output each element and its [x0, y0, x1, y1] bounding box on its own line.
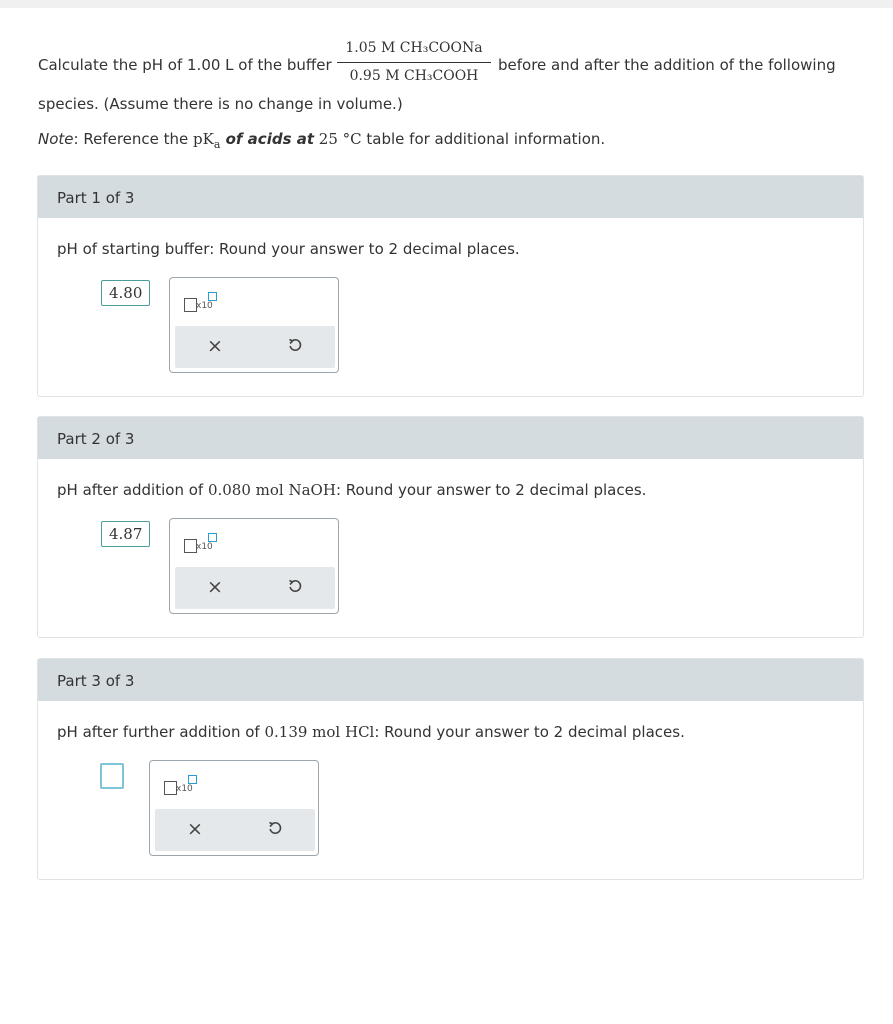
- pka-symbol: [193, 130, 221, 151]
- intro-trail: before and after the addition of the following: [498, 56, 836, 74]
- fraction-numerator: 1.05 M CH₃COONa: [345, 40, 483, 56]
- scientific-notation-button[interactable]: [184, 292, 224, 314]
- x10-label: x10: [196, 301, 213, 311]
- top-bar: [0, 0, 893, 8]
- pka-subscript: a: [213, 138, 221, 151]
- part-3-question-chem: 0.139 mol HCl: [264, 723, 375, 741]
- note-text-2: table for additional information.: [361, 130, 606, 148]
- note-link-text[interactable]: of acids at: [220, 130, 315, 148]
- part-2-question-post: : Round your answer to 2 decimal places.: [335, 481, 647, 499]
- part-2-header: Part 2 of 3: [38, 417, 863, 459]
- part-2-question-pre: pH after addition of: [57, 481, 208, 499]
- part-3-question: [57, 723, 685, 741]
- note-temp: 25 °C: [314, 130, 362, 148]
- part-3-question-pre: pH after further addition of: [57, 723, 265, 741]
- part-1-question-text: pH of starting buffer: Round your answer to 2 decimal places.: [57, 240, 520, 258]
- toolbox-action-row: [175, 567, 335, 609]
- clear-button[interactable]: ×: [207, 335, 223, 357]
- part-1-question: [57, 240, 520, 258]
- pka-text: pK: [193, 130, 214, 148]
- part-2-question: [57, 481, 646, 499]
- fraction-denominator: 0.95 M CH₃COOH: [349, 68, 479, 84]
- note-label: Note: [38, 130, 74, 148]
- part-3-math-toolbox: [149, 760, 319, 856]
- x10-label: x10: [196, 542, 213, 552]
- note-line: [38, 130, 605, 151]
- intro-line-1: [38, 56, 332, 74]
- buffer-fraction: [335, 36, 493, 87]
- part-3-question-post: : Round your answer to 2 decimal places.: [374, 723, 685, 741]
- part-3-header: Part 3 of 3: [38, 659, 863, 701]
- part-1-header: Part 1 of 3: [38, 176, 863, 218]
- part-2-answer-input[interactable]: 4.87: [101, 521, 150, 547]
- intro-lead: Calculate the pH of 1.00 L of the buffer: [38, 56, 332, 74]
- clear-button[interactable]: ×: [207, 576, 223, 598]
- exponent-box-icon: [208, 533, 217, 542]
- part-1-math-toolbox: [169, 277, 339, 373]
- clear-button[interactable]: ×: [187, 818, 203, 840]
- part-2-question-chem: 0.080 mol NaOH: [207, 481, 336, 499]
- undo-icon[interactable]: [287, 579, 303, 599]
- undo-icon[interactable]: [267, 821, 283, 841]
- x10-label: x10: [176, 784, 193, 794]
- note-link[interactable]: [220, 130, 314, 148]
- part-1-panel: [37, 175, 864, 397]
- scientific-notation-button[interactable]: [164, 775, 204, 797]
- undo-icon[interactable]: [287, 338, 303, 358]
- intro-line-2: species. (Assume there is no change in volume.): [38, 95, 403, 113]
- note-text-1: : Reference the: [73, 130, 194, 148]
- part-2-math-toolbox: [169, 518, 339, 614]
- exponent-box-icon: [208, 292, 217, 301]
- exponent-box-icon: [188, 775, 197, 784]
- scientific-notation-button[interactable]: [184, 533, 224, 555]
- part-2-panel: [37, 416, 864, 638]
- toolbox-action-row: [155, 809, 315, 851]
- part-3-panel: [37, 658, 864, 880]
- part-1-answer-input[interactable]: 4.80: [101, 280, 150, 306]
- toolbox-action-row: [175, 326, 335, 368]
- part-3-answer-input[interactable]: [100, 763, 124, 789]
